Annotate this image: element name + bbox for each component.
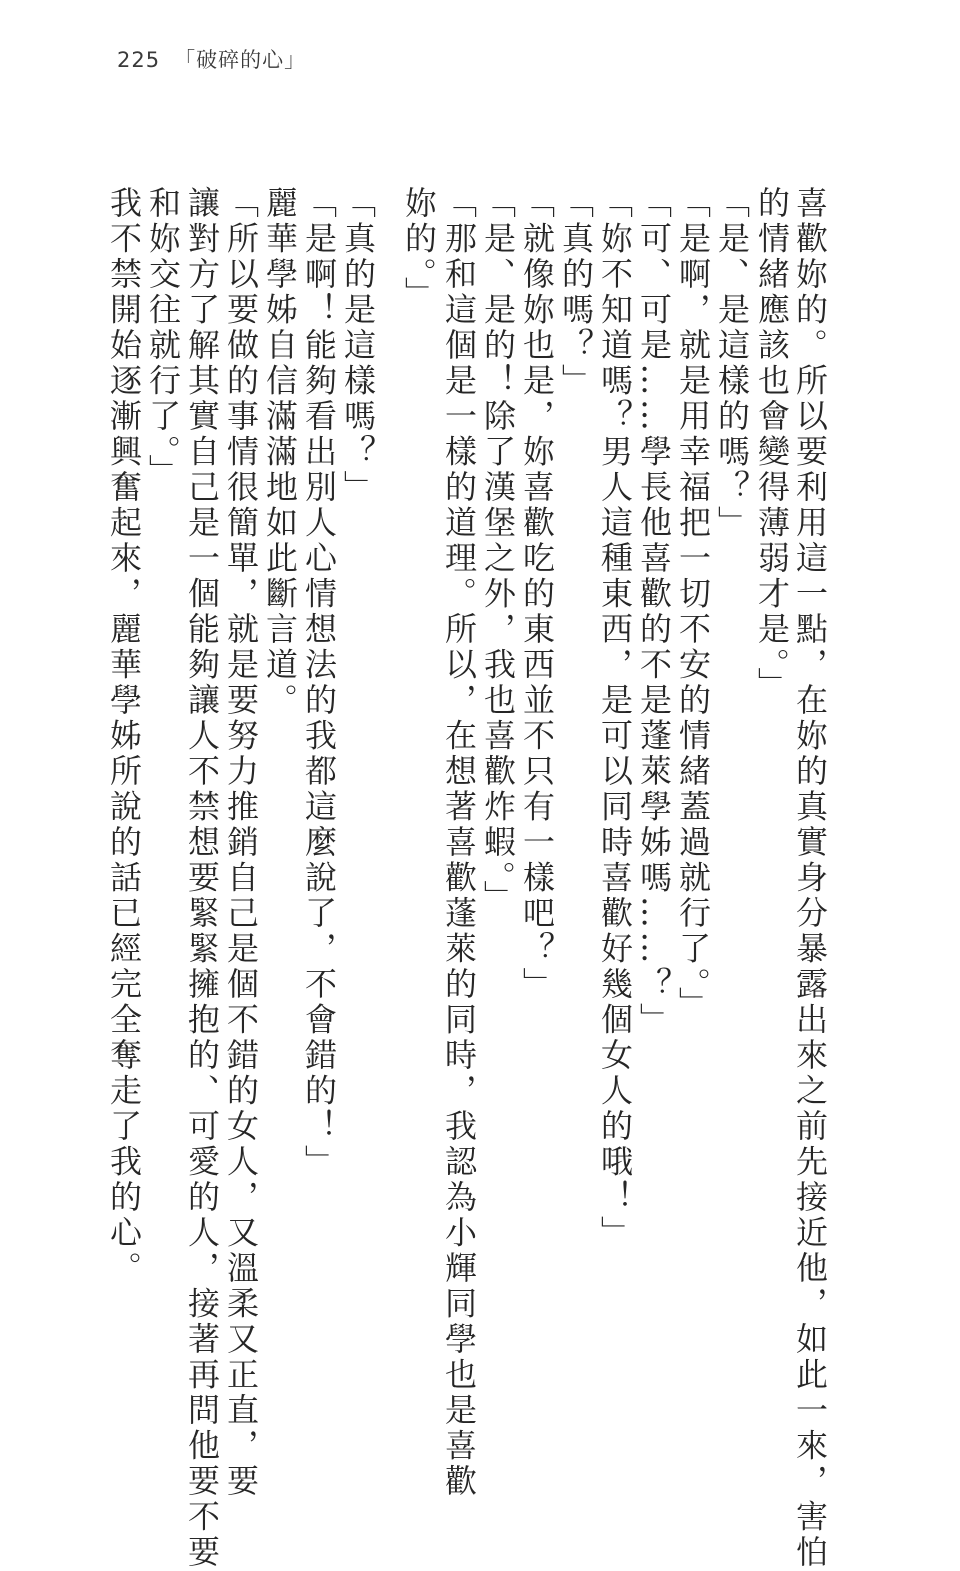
text-column: 妳的。」: [400, 186, 438, 312]
chapter-title: 「破碎的心」: [174, 48, 307, 72]
text-column: 「是、是的！除了漢堡之外，我也喜歡炸蝦。」: [479, 186, 517, 916]
text-column: 「可、可是……學長他喜歡的不是蓬萊學姊嗎……？」: [635, 186, 673, 1038]
text-column: 和妳交往就行了。」: [144, 186, 182, 490]
vertical-text-body: [0, 186, 960, 1571]
text-column: 「是啊！能夠看出別人心情想法的我都這麼說了，不會錯的！」: [300, 186, 338, 1180]
text-column: 「所以要做的事情很簡單，就是要努力推銷自己是個不錯的女人，又溫柔又正直，要: [222, 186, 260, 1500]
text-column: 「妳不知道嗎？男人這種東西，是可以同時喜歡好幾個女人的哦！」: [596, 186, 634, 1251]
text-column: 讓對方了解其實自己是一個能夠讓人不禁想要緊緊擁抱的、可愛的人，接著再問他要不要: [183, 186, 221, 1571]
text-column: 「真的是這樣嗎？」: [339, 186, 377, 506]
text-column: 「是啊，就是用幸福把一切不安的情緒蓋過就行了。」: [674, 186, 712, 1022]
text-column: 喜歡妳的。所以要利用這一點，在妳的真實身分暴露出來之前先接近他，如此一來，害怕: [791, 186, 829, 1571]
text-column: 我不禁開始逐漸興奮起來，麗華學姊所說的話已經完全奪走了我的心。: [105, 186, 143, 1287]
page-number: 225: [117, 48, 161, 72]
text-column: 麗華學姊自信滿滿地如此斷言道。: [261, 186, 299, 719]
text-column: 「就像妳也是，妳喜歡吃的東西並不只有一樣吧？」: [518, 186, 556, 1003]
running-header: [117, 44, 306, 74]
text-column: 的情緒應該也會變得薄弱才是。」: [753, 186, 791, 703]
text-column: 「那和這個是一樣的道理。所以，在想著喜歡蓬萊的同時，我認為小輝同學也是喜歡: [440, 186, 478, 1500]
text-column: 「真的嗎？」: [557, 186, 595, 399]
text-column: 「是、是這樣的嗎？」: [713, 186, 751, 541]
